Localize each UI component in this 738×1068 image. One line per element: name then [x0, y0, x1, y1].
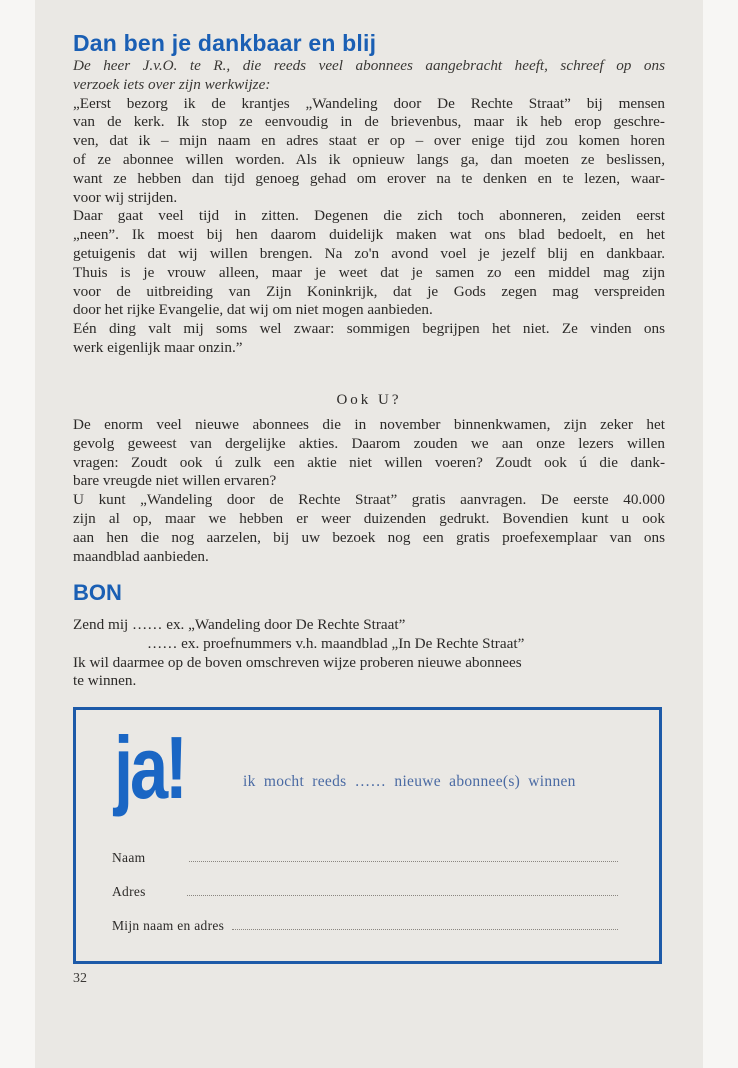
text-line: want ze hebben dan tijd genoeg gehad om erover na te denken en te lezen, waar-: [73, 169, 665, 187]
text-line: gevolg geweest van dergelijke akties. Daarom zouden we aan onze lezers willen: [73, 434, 665, 452]
text-line: Eén ding valt mij soms wel zwaar: sommigen begrijpen het niet. Ze vinden ons: [73, 320, 665, 338]
article-title: Dan ben je dankbaar en blij: [73, 30, 377, 56]
text-line: voor de uitbreiding van Zijn Koninkrijk, dat je Gods zegen mag verspreiden: [73, 282, 665, 300]
name-label: Naam: [112, 850, 146, 865]
section-heading: Ook U?: [336, 392, 402, 408]
text-line: bare vreugde niet willen ervaren?: [73, 472, 277, 490]
page-number: 32: [73, 971, 87, 986]
text-line: van de kerk. Ik stop ze eenvoudig in de brievenbus, maar ik heb erop geschre-: [73, 113, 665, 131]
text-line: vragen: Zoudt ook ú zulk een aktie niet willen voeren? Zoudt ook ú die dank-: [73, 453, 665, 471]
text-line: zijn al op, maar we hebben er weer duizenden gedrukt. Bovendien kunt u ook: [73, 509, 665, 527]
text-line: De enorm veel nieuwe abonnees die in november binnenkwamen, zijn zeker het: [73, 416, 665, 433]
text-line: „Eerst bezorg ik de krantjes „Wandeling door De Rechte Straat” bij mensen: [73, 94, 665, 112]
name-line[interactable]: [189, 860, 618, 862]
text-line: voor wij strijden.: [73, 188, 178, 206]
bon-line: Ik wil daarmee op de boven omschreven wijze proberen nieuwe abonnees: [73, 653, 522, 671]
article-body: [73, 57, 665, 358]
own-name-address-label: Mijn naam en adres: [112, 918, 225, 933]
address-field[interactable]: [112, 884, 618, 900]
text-line: Daar gaat veel tijd in zitten. Degenen die zich toch abonneren, zeiden eerst: [73, 207, 665, 225]
bon-line: te winnen.: [73, 672, 137, 690]
bon-heading: BON: [73, 580, 122, 605]
ja-logo: ja!: [114, 718, 185, 817]
address-line[interactable]: [187, 894, 618, 896]
text-line: werk eigenlijk maar onzin.”: [73, 338, 243, 356]
text-line: getuigenis dat wij willen brengen. Na zo'n avond voel je jezelf blij en dankbaar.: [73, 244, 665, 262]
text-line: maandblad aanbieden.: [73, 547, 209, 565]
text-line: aan hen die nog aarzelen, bij uw bezoek nog een gratis proefexemplaar van ons: [73, 528, 665, 546]
address-label: Adres: [112, 884, 146, 899]
own-name-address-line[interactable]: [232, 928, 618, 930]
text-line: verzoek iets over zijn werkwijze:: [73, 75, 271, 93]
text-line: „neen”. Ik moest bij hen daarom duidelijk maken wat ons blad bedoelt, en het: [73, 226, 665, 244]
section-body: [73, 416, 665, 566]
text-line: Thuis is je vrouw alleen, maar je weet dat je samen zo een middel mag zijn: [73, 263, 665, 281]
text-line: of ze abonnee willen worden. Als ik opnieuw langs ga, dan moeten ze beslissen,: [73, 150, 665, 168]
bon-text: [73, 616, 633, 691]
text-line: door het rijke Evangelie, dat wij om niet mogen aanbieden.: [73, 301, 433, 319]
bon-line: …… ex. proefnummers v.h. maandblad „In De Rechte Straat”: [147, 634, 525, 652]
coupon-statement: ik mocht reeds …… nieuwe abonnee(s) winnen: [243, 773, 576, 790]
text-line: U kunt „Wandeling door de Rechte Straat” gratis aanvragen. De eerste 40.000: [73, 491, 665, 509]
text-line: ven, dat ik – mijn naam en adres staat er op – over enige tijd zou komen horen: [73, 132, 665, 150]
name-field[interactable]: [112, 850, 618, 866]
coupon-form: [73, 707, 662, 964]
own-name-address-field[interactable]: [112, 918, 618, 934]
text-line: De heer J.v.O. te R., die reeds veel abonnees aangebracht heeft, schreef op ons: [73, 57, 665, 74]
bon-line: Zend mij …… ex. „Wandeling door De Rechte Straat”: [73, 616, 406, 633]
